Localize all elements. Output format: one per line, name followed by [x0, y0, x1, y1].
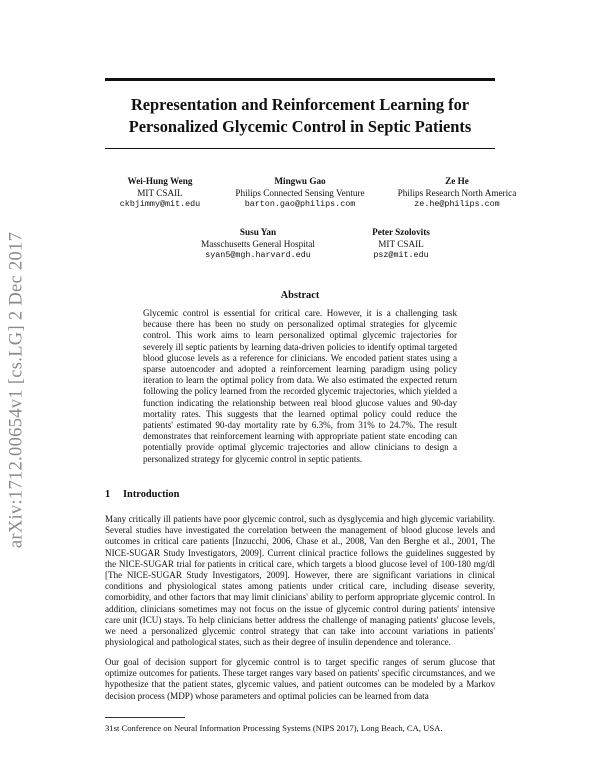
title-line-2: Personalized Glycemic Control in Septic Patients	[128, 117, 472, 136]
author-block	[210, 176, 390, 211]
footer-rule	[105, 717, 185, 718]
author-affiliation: Masschusetts General Hospital	[201, 238, 315, 249]
section-number: 1	[105, 489, 111, 500]
author-block	[386, 176, 528, 211]
author-affiliation: Philips Research North America	[397, 187, 517, 198]
arxiv-identifier: arXiv:1712.00654v1 [cs.LG] 2 Dec 2017	[6, 231, 27, 549]
title-rule-bottom	[105, 148, 495, 149]
section-title: Introduction	[123, 489, 180, 500]
author-block	[110, 176, 210, 211]
author-affiliation: Philips Connected Sensing Venture	[235, 187, 365, 198]
author-block	[188, 227, 328, 262]
author-name: Susu Yan	[239, 227, 277, 237]
paper-title	[105, 94, 495, 138]
author-name: Peter Szolovits	[372, 227, 430, 237]
abstract-heading: Abstract	[280, 290, 320, 301]
conference-footer: 31st Conference on Neural Information Processing Systems (NIPS 2017), Long Beach, CA, USA.	[105, 723, 443, 733]
author-email: psz@mit.edu	[373, 250, 429, 260]
author-block	[346, 227, 456, 262]
intro-paragraph-2: Our goal of decision support for glycemic control is to target specific ranges of serum glucose that optimize outcomes for patients. These target ranges vary based on patients' specific circumstances, and we hypothesize that the patient states, glycemic values, and patient outcomes can be modeled by a Markov decision process (MDP) whose parameters and optimal policies can be learned from data	[105, 657, 495, 701]
arxiv-sidebar	[2, 210, 32, 570]
author-affiliation: MIT CSAIL	[137, 187, 183, 198]
author-email: ze.he@philips.com	[414, 199, 500, 209]
author-name: Ze He	[445, 176, 469, 186]
abstract-text: Glycemic control is essential for critical care. However, it is a challenging task because there has been no study on personalized optimal strategies for glycemic control. This work aims to learn personalized optimal glycemic trajectories for severely ill septic patients by learning data-driven policies to identify optimal targeted blood glucose levels as a reference for clinicians. We encoded patient states using a sparse autoencoder and adopted a reinforcement learning paradigm using policy iteration to learn the optimal policy from data. We also estimated the expected return following the policy learned from the recorded glycemic trajectories, which yielded a function indicating the relationship between real blood glucose values and 90-day mortality rates. This suggests that the learned optimal policy could reduce the patients' estimated 90-day mortality rate by 6.3%, from 31% to 24.7%. The result demonstrates that reinforcement learning with appropriate patient state encoding can potentially provide optimal glycemic trajectories and allow clinicians to design a personalized strategy for glycemic control in septic patients.	[143, 308, 457, 464]
author-email: ckbjimmy@mit.edu	[119, 199, 201, 209]
intro-paragraph-1: Many critically ill patients have poor glycemic control, such as dysglycemia and high glycemic variability. Several studies have investigated the correlation between the management of blood glucose levels and outcomes in critical care patients [Inzucchi, 2006, Chase et al., 2008, Van den Berghe et al., 2001, The NICE-SUGAR Study Investigators, 2009]. Current clinical practice follows the guidelines suggested by the NICE-SUGAR trial for patients in critical care, which targets a blood glucose level of 100-180 mg/dl [The NICE-SUGAR Study Investigators, 2009]. However, there are significant variations in clinical conditions and physiological states among patients under critical care, including disease severity, comorbidity, and other factors that may limit clinicians' ability to perform appropriate glycemic control. In addition, clinicians sometimes may not focus on the issue of glycemic control during patients' intensive care unit (ICU) stays. To help clinicians better address the challenge of managing patients' glucose levels, we need a personalized glycemic control strategy that can take into account variations in patients' physiological and pathological states, such as their degree of insulin dependence and tolerance.	[105, 514, 495, 648]
author-name: Wei-Hung Weng	[127, 176, 193, 186]
author-name: Mingwu Gao	[274, 176, 326, 186]
author-affiliation: MIT CSAIL	[378, 238, 424, 249]
title-rule-top	[105, 78, 495, 81]
author-email: barton.gao@philips.com	[244, 199, 356, 209]
section-heading	[105, 489, 179, 500]
title-line-1: Representation and Reinforcement Learning for	[130, 95, 470, 114]
author-email: syan5@mgh.harvard.edu	[205, 250, 311, 260]
